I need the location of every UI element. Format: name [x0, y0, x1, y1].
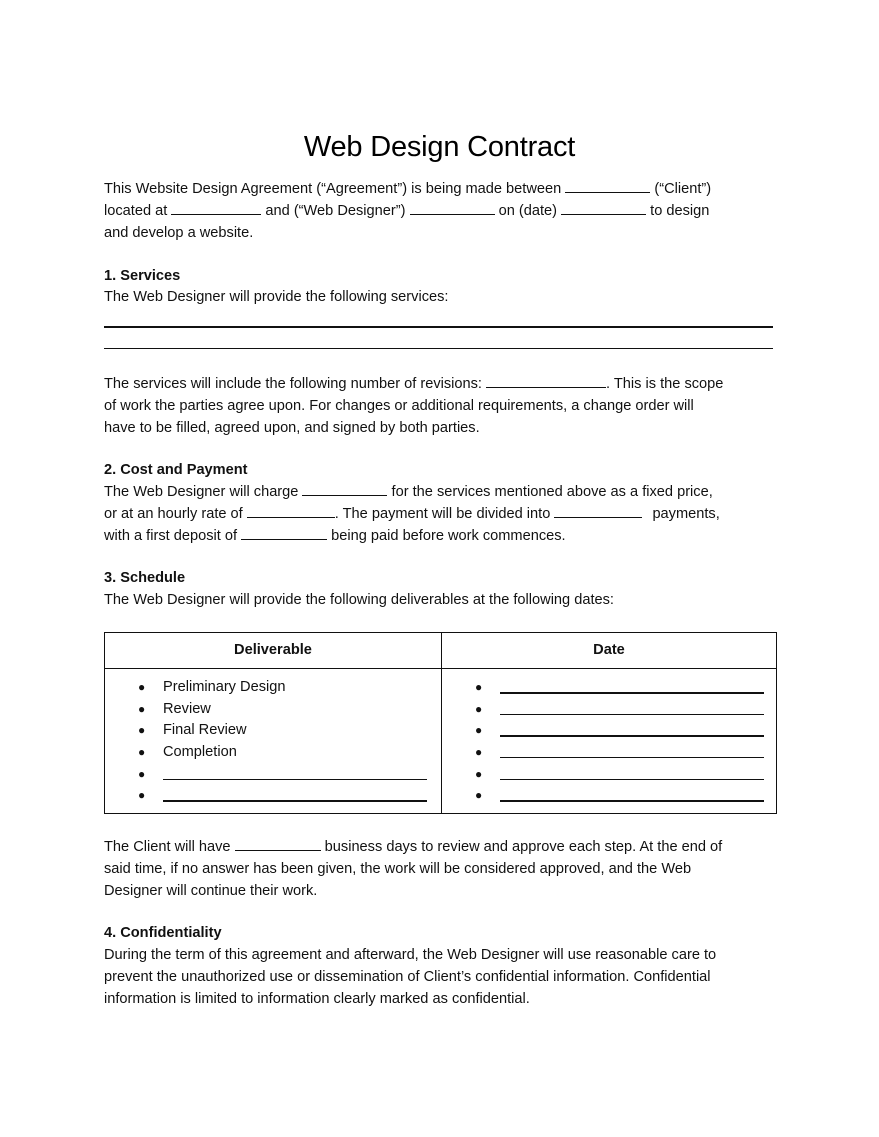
revisions-paragraph [104, 373, 784, 439]
confidentiality-paragraph [104, 944, 784, 1010]
list-item [138, 785, 428, 807]
client-name-blank[interactable] [565, 179, 650, 193]
cost-line-3 [104, 525, 784, 547]
date-blank-line[interactable] [500, 800, 764, 802]
cost-text: with a first deposit of [104, 528, 238, 544]
bullet-icon: ● [138, 745, 146, 760]
designer-name-blank[interactable] [410, 201, 495, 215]
intro-paragraph [104, 178, 784, 244]
cost-text: for the services mentioned above as a fixed price, [391, 484, 713, 500]
bullet-icon: ● [138, 723, 146, 738]
cost-line-1 [104, 481, 784, 503]
intro-text: This Website Design Agreement (“Agreement”) is being made between [104, 181, 562, 197]
revisions-text: . This is the scope [606, 376, 724, 392]
list-item [138, 742, 428, 764]
list-item [138, 720, 428, 742]
bullet-icon: ● [475, 680, 483, 694]
list-item [138, 764, 428, 786]
deliverable-label: Review [163, 700, 211, 717]
revisions-line-2: of work the parties agree upon. For changes or additional requirements, a change order will [104, 398, 694, 414]
deliverable-label: Preliminary Design [163, 679, 286, 695]
deliverable-label: Final Review [163, 722, 247, 739]
date-blank-line[interactable] [500, 692, 764, 694]
list-item [138, 699, 428, 721]
schedule-heading: 3. Schedule [104, 570, 186, 586]
review-text: business days to review and approve each step. At the end of [324, 839, 723, 855]
confidentiality-line-1: During the term of this agreement and afterward, the Web Designer will use reasonable care to [104, 947, 717, 963]
payments-count-blank[interactable] [554, 504, 642, 518]
review-line-1 [104, 836, 784, 858]
list-item [475, 720, 770, 742]
deliverables-list [138, 677, 428, 807]
business-days-blank[interactable] [235, 837, 321, 851]
intro-text: on (date) [498, 203, 558, 219]
cost-heading: 2. Cost and Payment [104, 462, 248, 478]
date-blank-line[interactable] [500, 779, 764, 780]
charge-blank[interactable] [302, 482, 387, 496]
page-title: Web Design Contract [303, 131, 576, 163]
list-item [475, 764, 770, 786]
hourly-rate-blank[interactable] [247, 504, 335, 518]
intro-text: (“Client”) [654, 181, 712, 197]
date-blank-line[interactable] [500, 757, 764, 758]
date-column-header: Date [593, 642, 625, 658]
deliverable-blank-line[interactable] [163, 779, 427, 780]
confidentiality-line-3: information is limited to information clearly marked as confidential. [104, 991, 530, 1007]
bullet-icon: ● [475, 766, 483, 781]
services-blank-line-1[interactable] [104, 326, 773, 328]
confidentiality-heading: 4. Confidentiality [104, 925, 222, 941]
revisions-count-blank[interactable] [486, 374, 606, 388]
cost-text: . The payment will be divided into [334, 506, 551, 522]
cost-text: payments, [652, 506, 720, 522]
review-line-3: Designer will continue their work. [104, 883, 318, 899]
list-item [138, 677, 428, 699]
confidentiality-line-2: prevent the unauthorized use or dissemination of Client’s confidential information. Confidential [104, 969, 711, 985]
deliverable-blank-line[interactable] [163, 800, 427, 802]
cost-text: or at an hourly rate of [104, 506, 243, 522]
schedule-intro: The Web Designer will provide the following deliverables at the following dates: [104, 592, 614, 608]
intro-line-3: and develop a website. [104, 225, 254, 241]
bullet-icon: ● [138, 766, 146, 781]
cost-line-2 [104, 503, 784, 525]
cost-text: being paid before work commences. [331, 528, 566, 544]
revisions-line-1 [104, 373, 784, 395]
deliverable-column-header: Deliverable [234, 642, 312, 658]
list-item [475, 677, 770, 699]
date-blank[interactable] [561, 201, 646, 215]
intro-text: located at [104, 203, 168, 219]
list-item [475, 742, 770, 764]
services-blank-line-2[interactable] [104, 348, 773, 349]
intro-text: to design [650, 203, 710, 219]
intro-line-2 [104, 200, 784, 222]
dates-list [475, 677, 770, 807]
intro-line-1 [104, 178, 784, 200]
column-divider [441, 633, 442, 813]
bullet-icon: ● [475, 745, 483, 760]
revisions-text: The services will include the following number of revisions: [104, 376, 482, 392]
review-line-2: said time, if no answer has been given, the work will be considered approved, and the Web [104, 861, 692, 877]
review-paragraph [104, 836, 784, 902]
date-blank-line[interactable] [500, 714, 764, 715]
bullet-icon: ● [138, 788, 146, 803]
bullet-icon: ● [475, 701, 483, 716]
revisions-line-3: have to be filled, agreed upon, and signed by both parties. [104, 420, 480, 436]
list-item [475, 785, 770, 807]
schedule-table [104, 632, 777, 814]
list-item [475, 699, 770, 721]
date-blank-line[interactable] [500, 735, 764, 737]
bullet-icon: ● [138, 701, 146, 716]
services-intro: The Web Designer will provide the following services: [104, 289, 449, 305]
services-heading: 1. Services [104, 268, 181, 284]
cost-paragraph [104, 481, 784, 547]
bullet-icon: ● [138, 680, 146, 694]
deposit-blank[interactable] [241, 526, 327, 540]
deliverable-label: Completion [163, 744, 237, 761]
cost-text: The Web Designer will charge [104, 484, 299, 500]
bullet-icon: ● [475, 723, 483, 738]
client-address-blank[interactable] [171, 201, 261, 215]
review-text: The Client will have [104, 839, 231, 855]
intro-text: and (“Web Designer”) [265, 203, 406, 219]
bullet-icon: ● [475, 788, 483, 803]
